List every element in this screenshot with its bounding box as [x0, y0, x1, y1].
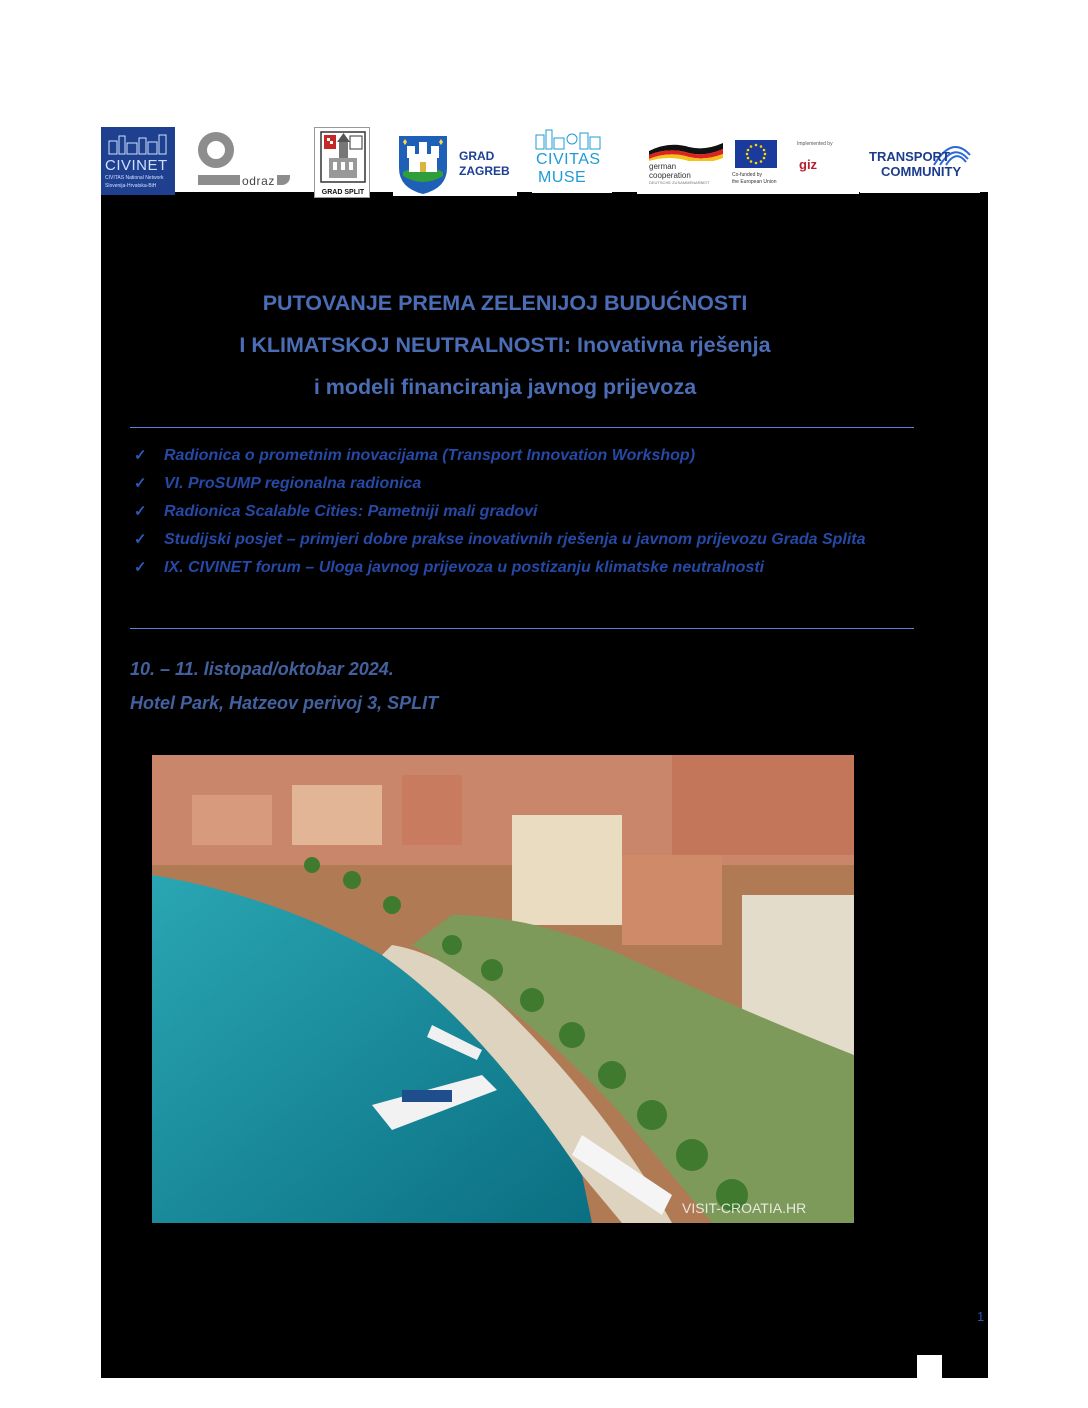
list-item-text: Radionica Scalable Cities: Pametniji mali gradovi — [164, 503, 538, 520]
checkmark-icon: ✓ — [134, 447, 147, 464]
zagreb-line1: GRAD — [459, 149, 495, 163]
list-item — [134, 554, 904, 582]
title-line1: PUTOVANJE PREMA ZELENIJOJ BUDUĆNOSTI — [262, 291, 748, 315]
giz-wordmark: giz — [799, 157, 818, 172]
civitas-muse-logo — [532, 127, 612, 193]
list-item-text: Studijski posjet – primjeri dobre prakse inovativnih rješenja u javnom prijevozu Grada Splita — [164, 531, 866, 548]
split-riva-photo — [152, 755, 854, 1223]
skyline-icon — [107, 133, 169, 155]
zagreb-line2: ZAGREB — [459, 164, 510, 178]
agenda-list — [134, 442, 904, 582]
transport-community-line1: TRANSPORT — [869, 149, 950, 164]
transport-community-line2: COMMUNITY — [881, 164, 962, 179]
grad-split-logo — [314, 127, 370, 198]
list-item — [134, 498, 904, 526]
checkmark-icon: ✓ — [134, 559, 147, 576]
eu-flag-icon — [735, 140, 777, 168]
odraz-logo — [194, 130, 293, 192]
title-line2: I KLIMATSKOJ NEUTRALNOSTI: Inovativna rješenja — [239, 333, 771, 357]
ring-icon — [198, 132, 234, 168]
civinet-name: CIVINET — [105, 157, 168, 174]
checkmark-icon: ✓ — [134, 503, 147, 520]
event-date: 10. – 11. listopad/oktobar 2024. — [130, 659, 394, 679]
eu-cofunded-line2: the European Union — [732, 179, 777, 185]
german-cooperation-line3: DEUTSCHE ZUSAMMENARBEIT — [649, 180, 710, 185]
photo-watermark: VISIT-CROATIA.HR — [682, 1200, 807, 1216]
checkmark-icon: ✓ — [134, 531, 147, 548]
list-item-text: VI. ProSUMP regionalna radionica — [164, 475, 422, 492]
civinet-subtitle: CIVITAS National Network — [105, 175, 164, 181]
grad-zagreb-logo — [393, 132, 517, 196]
split-coat-of-arms-icon — [315, 128, 370, 188]
divider-top — [130, 427, 914, 428]
eu-cofunded-line1: Co-funded by — [732, 172, 763, 178]
divider-bottom — [130, 628, 914, 629]
list-item — [134, 442, 904, 470]
implemented-by-label: Implemented by — [797, 141, 833, 147]
muse-line2: MUSE — [538, 169, 587, 186]
muse-line1: CIVITAS — [536, 151, 601, 168]
partners-logo-strip — [637, 127, 859, 194]
list-item-text: IX. CIVINET forum – Uloga javnog prijevoza u postizanju klimatske neutralnosti — [164, 559, 765, 576]
split-caption: GRAD SPLIT — [321, 189, 365, 196]
civinet-countries: Slovenija-Hrvatska-BiH — [105, 183, 157, 189]
odraz-name: odraz — [242, 174, 276, 188]
german-cooperation-line1: german — [649, 162, 677, 171]
city-outline-icon — [532, 127, 612, 151]
page-number: 1 — [977, 1309, 985, 1324]
corner-mark — [917, 1355, 942, 1378]
document-title — [150, 282, 860, 408]
checkmark-icon: ✓ — [134, 475, 147, 492]
event-venue: Hotel Park, Hatzeov perivoj 3, SPLIT — [130, 693, 439, 713]
list-item — [134, 526, 904, 554]
list-item-text: Radionica o prometnim inovacijama (Transport Innovation Workshop) — [164, 447, 696, 464]
title-line3: i modeli financiranja javnog prijevoza — [313, 375, 697, 399]
german-flag-swoosh-icon — [649, 141, 723, 161]
zagreb-coat-of-arms-icon — [393, 132, 453, 196]
transport-community-logo — [860, 127, 980, 193]
list-item — [134, 470, 904, 498]
german-cooperation-line2: cooperation — [649, 171, 691, 180]
civinet-logo — [101, 127, 175, 195]
